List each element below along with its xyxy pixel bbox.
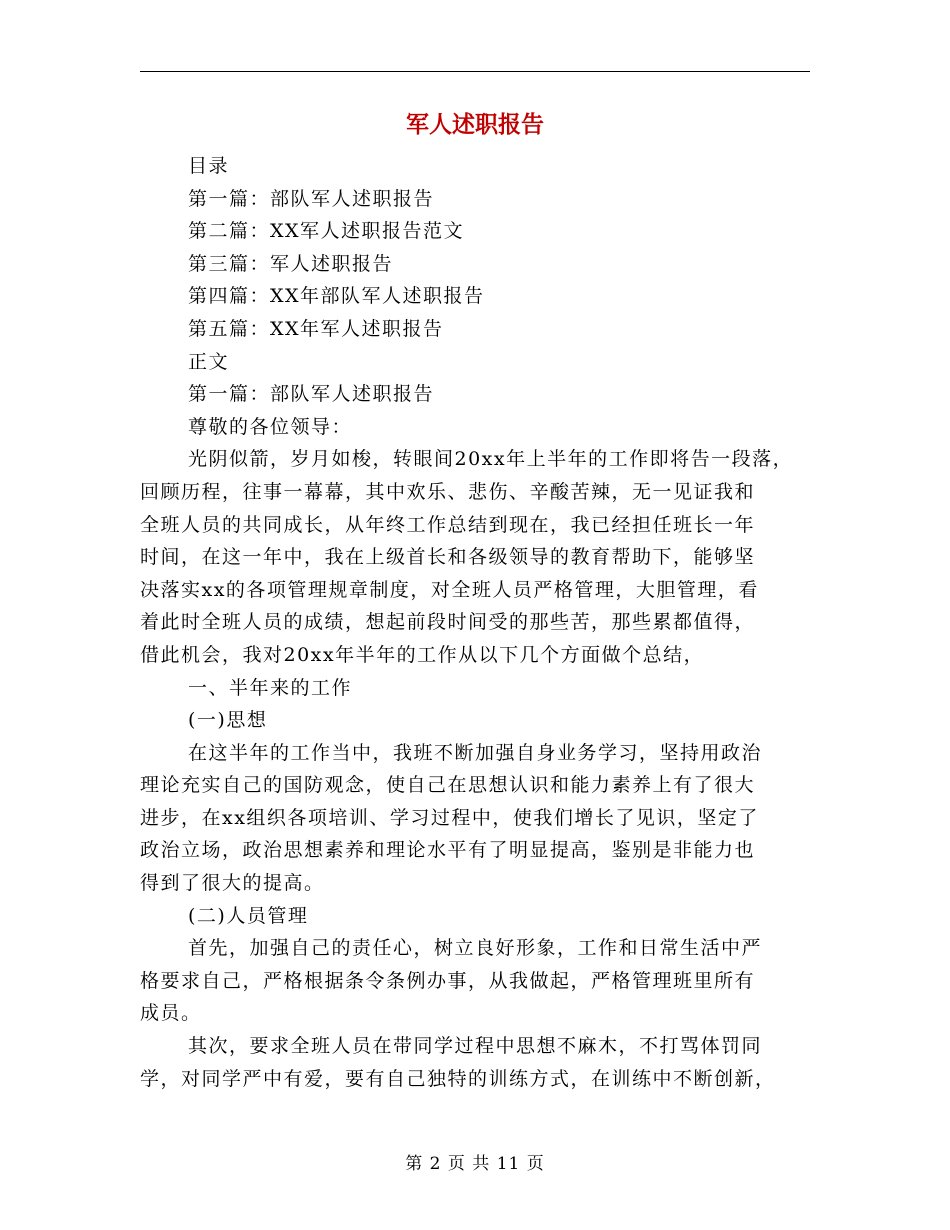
paragraph-line: 学，对同学严中有爱，要有自己独特的训练方式，在训练中不断创新， [140,1067,776,1090]
subsection-heading: (二)人员管理 [188,904,309,927]
document-title: 军人述职报告 [406,111,544,138]
toc-heading: 目录 [188,155,230,177]
body-heading: 正文 [188,350,230,373]
paragraph-line: 首先，加强自己的责任心，树立良好形象，工作和日常生活中严 [188,937,763,960]
paragraph-line: 光阴似箭，岁月如梭，转眼间20xx年上半年的工作即将告一段落， [188,448,794,471]
paragraph-line: 借此机会，我对20xx年半年的工作从以下几个方面做个总结， [140,643,705,666]
paragraph-line: 成员。 [140,1002,202,1025]
paragraph-line: 决落实xx的各项管理规章制度，对全班人员严格管理，大胆管理，看 [140,578,759,601]
paragraph-line: 时间，在这一年中，我在上级首长和各级领导的教育帮助下，能够坚 [140,546,756,569]
section-heading: 一、半年来的工作 [188,676,353,699]
toc-item-3: 第三篇：军人述职报告 [188,252,394,275]
paragraph-line: 着此时全班人员的成绩，想起前段时间受的那些苦，那些累都值得， [140,611,756,634]
toc-item-5: 第五篇：XX年军人述职报告 [188,317,444,340]
paragraph-line: 政治立场，政治思想素养和理论水平有了明显提高，鉴别是非能力也 [140,839,756,862]
page-footer: 第 2 页 共 11 页 [405,1154,545,1174]
paragraph-line: 进步，在xx组织各项培训、学习过程中，使我们增长了见识，坚定了 [140,806,759,829]
header-rule [140,71,810,72]
toc-item-2: 第二篇：XX军人述职报告范文 [188,220,465,243]
paragraph-line: 全班人员的共同成长，从年终工作总结到现在，我已经担任班长一年 [140,513,756,536]
paragraph-line: 格要求自己，严格根据条令条例办事，从我做起，严格管理班里所有 [140,969,756,992]
document-body [140,150,815,1095]
toc-item-4: 第四篇：XX年部队军人述职报告 [188,285,485,308]
paragraph-line: 在这半年的工作当中，我班不断加强自身业务学习，坚持用政治 [188,741,763,764]
paragraph-line: 回顾历程，往事一幕幕，其中欢乐、悲伤、辛酸苦辣，无一见证我和 [140,480,756,503]
subsection-heading: (一)思想 [188,709,268,732]
salutation: 尊敬的各位领导： [188,415,353,438]
toc-item-1: 第一篇：部队军人述职报告 [188,187,435,210]
paragraph-line: 其次，要求全班人员在带同学过程中思想不麻木，不打骂体罚同 [188,1035,763,1058]
chapter-heading: 第一篇：部队军人述职报告 [188,383,435,406]
paragraph-line: 得到了很大的提高。 [140,872,325,895]
paragraph-line: 理论充实自己的国防观念，使自己在思想认识和能力素养上有了很大 [140,774,756,797]
